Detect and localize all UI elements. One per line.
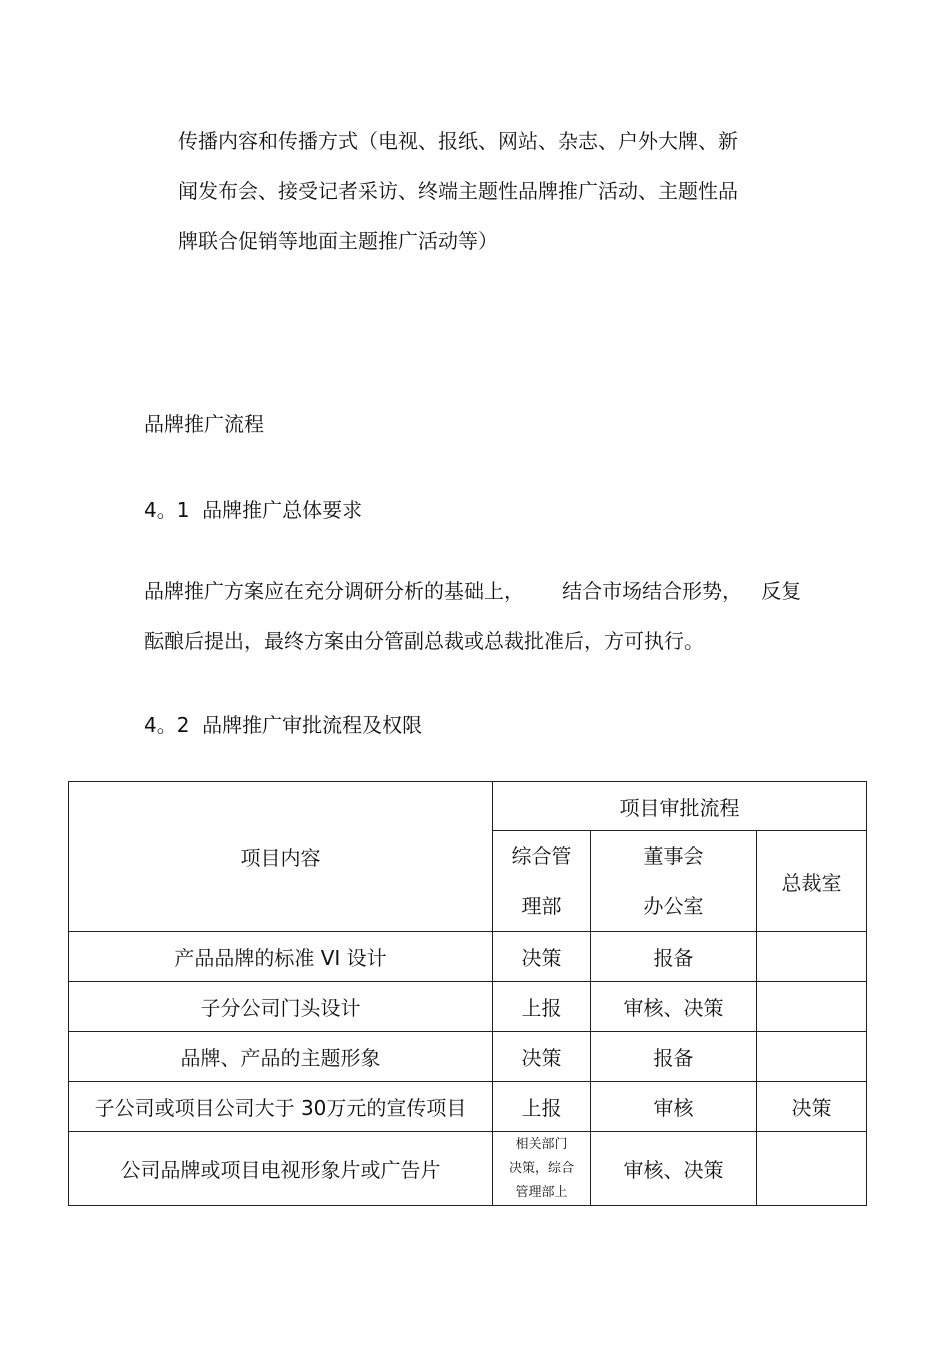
row-col1: 决策 <box>493 1032 591 1082</box>
table-row <box>69 1132 867 1206</box>
intro-line: 传播内容和传播方式（电视、报纸、网站、杂志、户外大牌、新 <box>178 129 738 153</box>
row-item: 产品品牌的标准 VI 设计 <box>69 932 493 982</box>
row-col1: 上报 <box>493 982 591 1032</box>
intro-line: 闻发布会、接受记者采访、终端主题性品牌推广活动、主题性品 <box>178 179 738 203</box>
table-row <box>69 982 867 1032</box>
row-col2: 审核、决策 <box>591 1132 757 1206</box>
approval-table <box>68 781 867 1206</box>
row-item: 子公司或项目公司大于 30万元的宣传项目 <box>69 1082 493 1132</box>
table-row <box>69 932 867 982</box>
row-item: 子分公司门头设计 <box>69 982 493 1032</box>
row-col3 <box>757 1132 867 1206</box>
intro-line: 牌联合促销等地面主题推广活动等） <box>178 229 498 253</box>
table-row <box>69 1082 867 1132</box>
requirement-line: 酝酿后提出，最终方案由分管副总裁或总裁批准后，方可执行。 <box>144 629 704 653</box>
row-col2: 报备 <box>591 932 757 982</box>
row-col3 <box>757 982 867 1032</box>
row-col2: 审核、决策 <box>591 982 757 1032</box>
header-board-office: 董事会 办公室 <box>591 831 757 932</box>
row-col3 <box>757 1032 867 1082</box>
header-president-office: 总裁室 <box>757 831 867 932</box>
row-col2: 审核 <box>591 1082 757 1132</box>
row-item: 公司品牌或项目电视形象片或广告片 <box>69 1132 493 1206</box>
subsection-title-4-1: 4。1 品牌推广总体要求 <box>144 498 363 522</box>
row-col1: 决策 <box>493 932 591 982</box>
row-col3 <box>757 932 867 982</box>
row-col2: 报备 <box>591 1032 757 1082</box>
row-item: 品牌、产品的主题形象 <box>69 1032 493 1082</box>
intro-paragraph <box>178 116 738 266</box>
row-col1-note: 相关部门 决策，综合 管理部上 <box>493 1132 591 1206</box>
table-header-row <box>69 782 867 831</box>
requirement-paragraph <box>144 566 801 666</box>
row-col1: 上报 <box>493 1082 591 1132</box>
header-item-content: 项目内容 <box>69 782 493 932</box>
subsection-title-4-2: 4。2 品牌推广审批流程及权限 <box>144 713 423 737</box>
requirement-line: 品牌推广方案应在充分调研分析的基础上， 结合市场结合形势， 反复 <box>144 579 802 603</box>
row-col3: 决策 <box>757 1082 867 1132</box>
table-row <box>69 1032 867 1082</box>
section-title: 品牌推广流程 <box>144 412 264 436</box>
header-approval-flow: 项目审批流程 <box>493 782 867 831</box>
header-general-management: 综合管 理部 <box>493 831 591 932</box>
